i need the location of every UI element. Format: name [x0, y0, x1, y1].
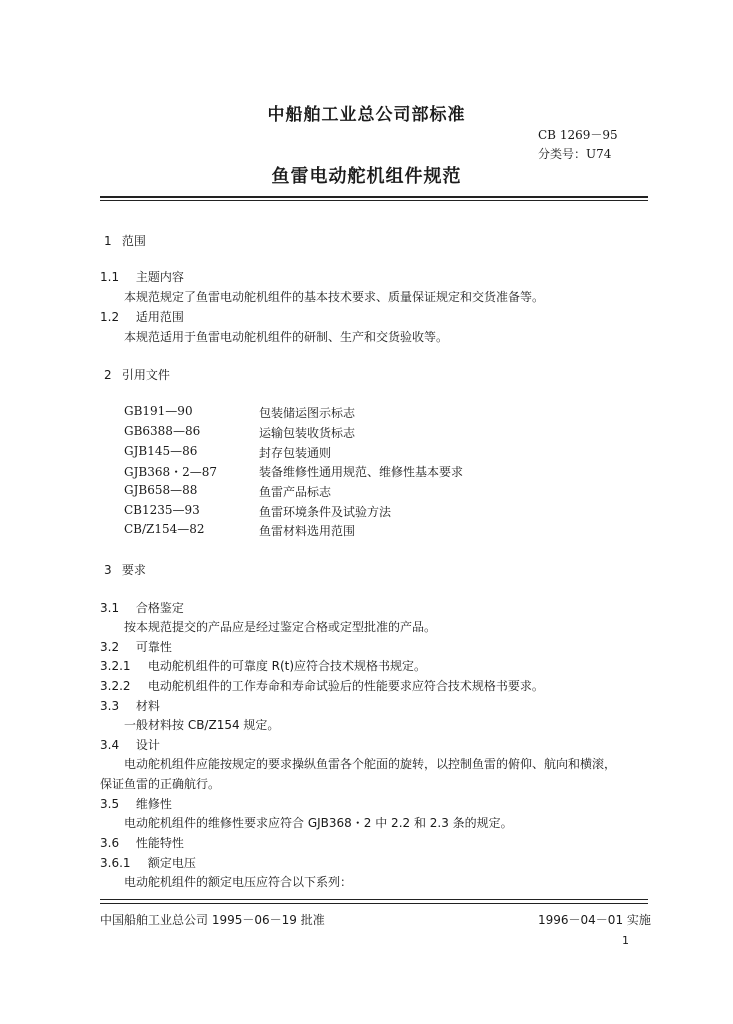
reference-code: GJB658—88 — [124, 483, 198, 497]
section-3-2-2 — [100, 677, 544, 694]
section-text: 电动舵机组件的工作寿命和寿命试验后的性能要求应符合技术规格书要求。 — [147, 679, 544, 693]
section-3-4-text-line-2: 保证鱼雷的正确航行。 — [100, 777, 221, 791]
reference-title: 运输包装收货标志 — [259, 426, 356, 440]
section-title: 要求 — [121, 563, 146, 577]
section-1-heading — [104, 232, 146, 249]
section-number: 1.2 — [100, 310, 120, 324]
footer-rule-bottom — [100, 903, 648, 904]
reference-code: GB6388—86 — [124, 424, 201, 438]
section-title: 维修性 — [135, 797, 172, 811]
reference-title: 鱼雷产品标志 — [259, 485, 332, 499]
footer-rule-top — [100, 899, 648, 900]
section-title: 性能特性 — [135, 836, 184, 850]
section-3-3-text: 一般材料按 CB/Z154 规定。 — [124, 718, 280, 732]
section-number: 3.3 — [100, 699, 120, 713]
section-title: 合格鉴定 — [135, 601, 184, 615]
header-rule-top — [100, 196, 648, 198]
reference-title: 鱼雷材料选用范围 — [259, 524, 356, 538]
section-title: 主题内容 — [135, 270, 184, 284]
standard-number: CB 1269－95 — [538, 128, 618, 142]
section-3-4-heading — [100, 736, 160, 753]
section-number: 3.6 — [100, 836, 120, 850]
header-rule-bottom — [100, 200, 648, 201]
section-3-5-heading — [100, 795, 172, 812]
classification-number: 分类号：U74 — [538, 147, 612, 161]
section-3-6-heading — [100, 834, 184, 851]
approval-line: 中国船舶工业总公司 1995－06－19 批准 — [100, 913, 325, 927]
section-text: 电动舵机组件的可靠度 R(t)应符合技术规格书规定。 — [147, 659, 427, 673]
section-title: 引用文件 — [121, 368, 170, 382]
section-3-5-text: 电动舵机组件的维修性要求应符合 GJB368・2 中 2.2 和 2.3 条的规定。 — [124, 816, 513, 830]
section-number: 3.1 — [100, 601, 120, 615]
document-title: 鱼雷电动舵机组件规范 — [271, 166, 462, 187]
section-3-3-heading — [100, 697, 160, 714]
reference-code: CB1235—93 — [124, 503, 200, 517]
section-3-2-1 — [100, 657, 426, 674]
section-title: 适用范围 — [135, 310, 184, 324]
section-1-1-heading — [100, 268, 184, 285]
section-number: 3 — [104, 563, 112, 577]
section-3-2-heading — [100, 638, 172, 655]
section-1-2-text: 本规范适用于鱼雷电动舵机组件的研制、生产和交货验收等。 — [124, 330, 449, 344]
section-3-6-1-heading — [100, 854, 196, 871]
section-title: 可靠性 — [135, 640, 172, 654]
section-number: 3.5 — [100, 797, 120, 811]
reference-title: 包装储运图示标志 — [259, 406, 356, 420]
section-2-heading — [104, 366, 170, 383]
reference-code: GB191—90 — [124, 404, 193, 418]
section-title: 额定电压 — [147, 856, 196, 870]
reference-code: CB/Z154—82 — [124, 522, 205, 536]
section-3-6-1-text: 电动舵机组件的额定电压应符合以下系列： — [124, 875, 353, 889]
section-number: 3.2.2 — [100, 679, 131, 693]
section-number: 3.4 — [100, 738, 120, 752]
section-3-heading — [104, 561, 146, 578]
section-3-1-heading — [100, 599, 184, 616]
reference-title: 鱼雷环境条件及试验方法 — [259, 505, 392, 519]
reference-code: GJB145—86 — [124, 444, 198, 458]
reference-title: 装备维修性通用规范、维修性基本要求 — [259, 465, 464, 479]
section-title: 设计 — [135, 738, 160, 752]
section-number: 3.2 — [100, 640, 120, 654]
section-number: 3.2.1 — [100, 659, 131, 673]
section-number: 2 — [104, 368, 112, 382]
section-1-2-heading — [100, 308, 184, 325]
page-number: 1 — [622, 934, 629, 947]
section-title: 材料 — [135, 699, 160, 713]
section-number: 1 — [104, 234, 112, 248]
issuing-organization: 中船舶工业总公司部标准 — [267, 105, 466, 125]
reference-code: GJB368・2—87 — [124, 465, 218, 479]
section-3-1-text: 按本规范提交的产品应是经过鉴定合格或定型批准的产品。 — [124, 620, 437, 634]
section-1-1-text: 本规范规定了鱼雷电动舵机组件的基本技术要求、质量保证规定和交货准备等。 — [124, 290, 545, 304]
reference-title: 封存包装通则 — [259, 446, 332, 460]
section-3-4-text-line-1: 电动舵机组件应能按规定的要求操纵鱼雷各个舵面的旋转，以控制鱼雷的俯仰、航向和横滚， — [124, 757, 617, 771]
section-number: 3.6.1 — [100, 856, 131, 870]
section-title: 范围 — [121, 234, 146, 248]
implementation-line: 1996－04－01 实施 — [538, 913, 651, 927]
section-number: 1.1 — [100, 270, 120, 284]
